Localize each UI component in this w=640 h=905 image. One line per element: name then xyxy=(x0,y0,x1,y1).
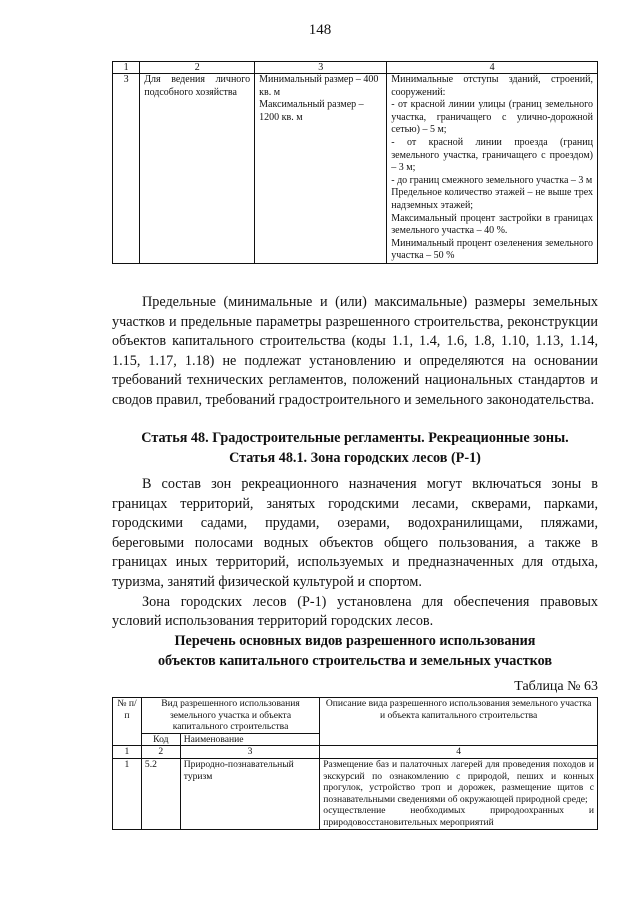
bottom-table xyxy=(112,697,598,830)
paragraph: В состав зон рекреационного назначения могут включаться зоны в границах территорий, занятых городскими лесами, скверами, парками, городскими садами, прудами, озерами, водохранилищами, пляжами, береговыми полосами водных объектов общего пользования, а также в границах иных территорий, используемых и предназначенных для отдыха, туризма, занятий физической культурой и спортом. xyxy=(112,476,598,590)
param-line: Минимальные отступы зданий, строений, сооружений: xyxy=(391,74,593,98)
bottom-table-header-row xyxy=(113,698,598,734)
col-name-header: Наименование xyxy=(180,733,319,746)
col-type-header: Вид разрешенного использования земельного участка и объекта капитального строительства xyxy=(141,698,319,734)
table-row xyxy=(113,74,598,264)
top-table-header-cell: 1 xyxy=(113,62,140,74)
list-heading-line: Перечень основных видов разрешенного использования xyxy=(174,633,536,649)
col-index: 2 xyxy=(141,746,180,759)
param-line: Максимальный процент застройки в границах земельного участка – 40 %. xyxy=(391,212,593,237)
paragraph: Предельные (минимальные и (или) максимальные) размеры земельных участков и предельные параметры разрешенного строительства, реконструкции объектов капитального строительства (коды 1.1, 1.4, 1.6, 1.8, 1.10, 1.13, 1.14, 1.15, 1.17, 1.18) не подлежат установлению и определяются на основании требований технических регламентов, положений национальных стандартов и сводов правил, требований градостроительного и земельного законодательства. xyxy=(112,294,598,408)
param-line: Минимальный процент озеленения земельного участка – 50 % xyxy=(391,237,593,262)
table-row xyxy=(113,758,598,829)
use-name: Природно-познавательный туризм xyxy=(180,758,319,829)
list-heading xyxy=(112,632,598,671)
description-line: Размещение баз и палаточных лагерей для проведения походов и экскурсий по ознакомлению с природой, пеших и конных прогулок, устройство троп и дорожек, размещение щитов с познавательными сведениями об окружающей природной среде; xyxy=(323,758,594,805)
col-code-header: Код xyxy=(141,733,180,746)
page-number: 148 xyxy=(308,22,332,38)
subarticle-title: Статья 48.1. Зона городских лесов (Р-1) xyxy=(229,449,481,466)
use-type-name: Для ведения личного подсобного хозяйства xyxy=(140,74,255,264)
row-number: 3 xyxy=(113,74,140,264)
bottom-table-number-row xyxy=(113,746,598,759)
param-line: - от красной линии проезда (границ земельного участка, граничащего с проездом) – 3 м; xyxy=(391,136,593,174)
col-index: 1 xyxy=(113,746,142,759)
plot-size-limits xyxy=(255,74,387,264)
col-index: 3 xyxy=(180,746,319,759)
param-line: Предельное количество этажей – не выше трех надземных этажей; xyxy=(391,187,593,211)
col-index: 4 xyxy=(320,746,598,759)
min-size: Минимальный размер – 400 кв. м xyxy=(259,74,379,98)
description-line: осуществление необходимых природоохранных и природовосстановительных мероприятий xyxy=(323,805,594,828)
construction-parameters xyxy=(387,74,598,264)
paragraph-block-1 xyxy=(112,293,598,411)
top-table-header-cell: 4 xyxy=(387,62,598,74)
top-table xyxy=(112,61,598,264)
col-description-header: Описание вида разрешенного использования земельного участка и объекта капитального строительства xyxy=(320,698,598,746)
article-title: Статья 48. Градостроительные регламенты. Рекреационные зоны. xyxy=(141,430,569,446)
col-number-header: № п/п xyxy=(113,698,142,746)
top-table-header-cell: 3 xyxy=(255,62,387,74)
param-line: - до границ смежного земельного участка – 3 м xyxy=(391,174,593,186)
article-heading xyxy=(112,429,598,468)
top-table-header-row xyxy=(113,62,598,74)
use-code: 5.2 xyxy=(141,758,180,829)
top-table-header-cell: 2 xyxy=(140,62,255,74)
max-size: Максимальный размер – 1200 кв. м xyxy=(259,99,364,123)
table-number: Таблица № 63 xyxy=(514,679,598,694)
param-line: - от красной линии улицы (границ земельного участка, граничащего с улично-дорожной сетью) – 5 м; xyxy=(391,99,593,136)
list-heading-line: объектов капитального строительства и земельных участков xyxy=(157,652,553,669)
paragraph: Зона городских лесов (Р-1) установлена для обеспечения правовых условий использования территорий городских лесов. xyxy=(112,593,598,630)
paragraph-block-2 xyxy=(112,475,598,632)
use-description xyxy=(320,758,598,829)
row-number: 1 xyxy=(113,758,142,829)
